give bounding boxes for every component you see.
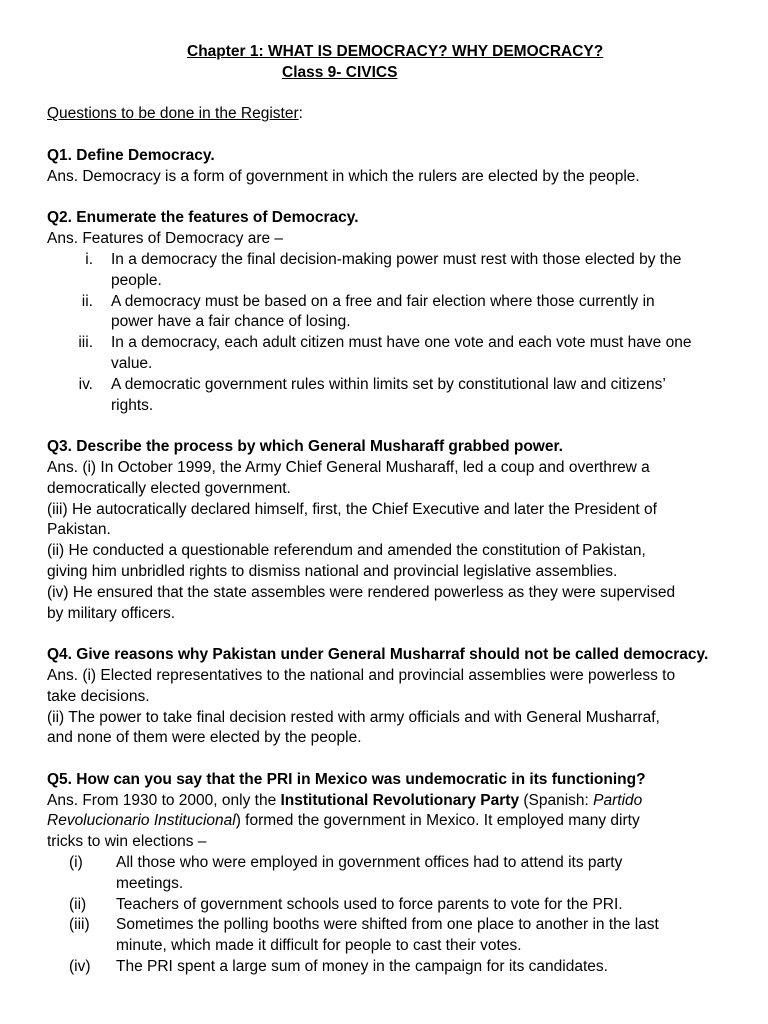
list-item-text-cont: minute, which made it difficult for people to cast their votes. bbox=[116, 937, 522, 955]
list-item-text-cont: meetings. bbox=[116, 874, 184, 892]
q5-answer-text: Ans. From 1930 to 2000, only the bbox=[47, 791, 281, 809]
list-item-text-cont: rights. bbox=[111, 396, 154, 414]
q3-answer-line: giving him unbridled rights to dismiss national and provincial legislative assemblies. bbox=[47, 562, 618, 580]
q3-answer-line: (ii) He conducted a questionable referendum and amended the constitution of Pakistan, bbox=[47, 542, 646, 560]
q5-answer-text: ) formed the government in Mexico. It employed many dirty bbox=[235, 812, 640, 830]
q4-answer-line: take decisions. bbox=[47, 687, 150, 705]
list-item-number: (i) bbox=[69, 854, 83, 872]
list-item-number: iii. bbox=[78, 334, 93, 352]
intro-text: Questions to be done in the Register bbox=[47, 105, 299, 123]
q4-answer-line: (ii) The power to take final decision rested with army officials and with General Musharraf, bbox=[47, 708, 660, 726]
chapter-title: Chapter 1: WHAT IS DEMOCRACY? WHY DEMOCRACY? bbox=[187, 43, 604, 60]
q3-answer-line: Ans. (i) In October 1999, the Army Chief General Musharaff, led a coup and overthrew a bbox=[47, 458, 650, 476]
list-item-number: ii. bbox=[81, 292, 93, 310]
q5-answer-text: (Spanish: bbox=[519, 791, 594, 809]
q5-list bbox=[47, 853, 728, 978]
q4-answer-line: and none of them were elected by the people. bbox=[47, 729, 362, 747]
list-item-number: (ii) bbox=[69, 895, 87, 913]
list-item-text: In a democracy the final decision-making power must rest with those elected by the bbox=[111, 250, 682, 268]
list-item bbox=[47, 853, 728, 895]
class-title: Class 9- CIVICS bbox=[282, 63, 398, 81]
party-name: Institutional Revolutionary Party bbox=[280, 791, 520, 809]
list-item-text: The PRI spent a large sum of money in the campaign for its candidates. bbox=[116, 958, 608, 976]
q2-list bbox=[47, 250, 728, 416]
q3-answer-line: by military officers. bbox=[47, 604, 176, 622]
q4-question: Q4. Give reasons why Pakistan under General Musharraf should not be called democracy. bbox=[47, 646, 709, 664]
intro-colon: : bbox=[298, 105, 303, 123]
q3-answer-line: democratically elected government. bbox=[47, 479, 291, 497]
list-item-text-cont: power have a fair chance of losing. bbox=[111, 313, 351, 331]
q5-answer-line bbox=[47, 811, 728, 832]
list-item-text: All those who were employed in government offices had to attend its party bbox=[116, 854, 623, 872]
list-item bbox=[47, 333, 728, 375]
list-item bbox=[47, 957, 728, 978]
list-item bbox=[47, 250, 728, 292]
list-item-text: A democracy must be based on a free and fair election where those currently in bbox=[111, 292, 655, 310]
spanish-name: Partido bbox=[593, 791, 643, 809]
q5-answer-line: tricks to win elections – bbox=[47, 833, 207, 851]
list-item bbox=[47, 375, 728, 417]
q4-answer-line: Ans. (i) Elected representatives to the national and provincial assemblies were powerless to bbox=[47, 666, 676, 684]
list-item bbox=[47, 895, 728, 916]
list-item-number: (iii) bbox=[69, 916, 90, 934]
list-item bbox=[47, 292, 728, 334]
list-item-text: Sometimes the polling booths were shifted from one place to another in the last bbox=[116, 916, 659, 934]
q5-question: Q5. How can you say that the PRI in Mexico was undemocratic in its functioning? bbox=[47, 770, 646, 788]
list-item-number: (iv) bbox=[69, 958, 91, 976]
spanish-name-cont: Revolucionario Institucional bbox=[47, 812, 236, 830]
list-item-number: iv. bbox=[78, 375, 93, 393]
q3-answer-line: (iii) He autocratically declared himself, first, the Chief Executive and later the President of bbox=[47, 500, 657, 518]
list-item-number: i. bbox=[85, 250, 93, 268]
q3-question: Q3. Describe the process by which General Musharaff grabbed power. bbox=[47, 438, 563, 456]
q1-answer: Ans. Democracy is a form of government in which the rulers are elected by the people. bbox=[47, 167, 640, 185]
list-item-text: In a democracy, each adult citizen must have one vote and each vote must have one bbox=[111, 334, 692, 352]
q3-answer-line: Pakistan. bbox=[47, 521, 111, 539]
q2-question: Q2. Enumerate the features of Democracy. bbox=[47, 209, 359, 227]
q1-question: Q1. Define Democracy. bbox=[47, 146, 215, 164]
list-item-text-cont: value. bbox=[111, 354, 153, 372]
q5-answer-line bbox=[47, 791, 728, 812]
list-item-text: Teachers of government schools used to force parents to vote for the PRI. bbox=[116, 895, 623, 913]
list-item-text-cont: people. bbox=[111, 271, 162, 289]
intro-line bbox=[47, 104, 728, 125]
list-item-text: A democratic government rules within limits set by constitutional law and citizens’ bbox=[111, 375, 666, 393]
list-item bbox=[47, 915, 728, 957]
q3-answer-line: (iv) He ensured that the state assembles were rendered powerless as they were supervised bbox=[47, 583, 676, 601]
q2-answer-intro: Ans. Features of Democracy are – bbox=[47, 230, 284, 248]
